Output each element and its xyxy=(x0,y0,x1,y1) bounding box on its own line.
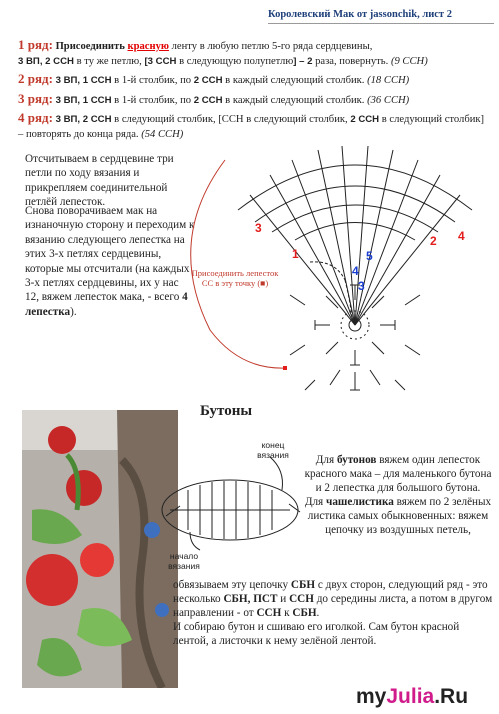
stitch: ] – 2 xyxy=(293,55,313,67)
stitch: ССН xyxy=(256,607,282,619)
stitch: 2 ССН xyxy=(193,75,223,86)
total: (9 ССН) xyxy=(390,55,428,67)
stitch: [3 ССН xyxy=(144,55,177,67)
total: (18 ССН) xyxy=(367,75,410,86)
term: бутонов xyxy=(336,454,377,466)
total: (36 ССН) xyxy=(367,94,410,106)
join-label: Присоединить лепесток СС в эту точку (■) xyxy=(191,268,279,288)
row-number: 3 ряд: xyxy=(18,90,53,106)
stitch: 2 ССН xyxy=(350,114,380,125)
text: и xyxy=(277,593,290,605)
text: ). xyxy=(70,305,77,318)
row-number: 2 ряд: xyxy=(18,71,53,86)
number-4: 4 xyxy=(458,229,465,243)
text: до середины листа, а потом в другом направлении - от xyxy=(173,593,493,619)
site-logo[interactable] xyxy=(356,685,468,709)
number-3-blue: 3 xyxy=(358,279,365,293)
petal-count: 4 лепестка xyxy=(25,291,188,318)
number-5-blue: 5 xyxy=(366,249,373,263)
text: вяжем по 2 зелёных листика самых обыкновенных: вяжем цепочку из воздушных петель, xyxy=(307,496,492,536)
text: в 1-й столбик, по xyxy=(111,75,194,86)
logo-part: Julia xyxy=(386,685,435,708)
text: в следующий столбик] – повторять до конца ряда. xyxy=(18,114,485,140)
text: вяжем один лепесток красного мака – для маленького бутона и 2 лепестка для большого бутона. xyxy=(304,454,492,494)
stitch: 3 ВП, 1 ССН xyxy=(52,75,112,86)
stitch: СБН, ПСТ xyxy=(223,593,278,605)
start-label: начало вязания xyxy=(168,551,200,571)
stitch: СБН xyxy=(292,607,317,619)
text: Для xyxy=(304,496,327,508)
end-arrow xyxy=(270,457,283,490)
text: Присоединить xyxy=(52,41,128,52)
text: в следующий столбик, [ССН в следующий столбик, xyxy=(111,114,351,125)
buds-text-right xyxy=(303,453,493,537)
page-header: Королевский Мак от jassonchik, лист 2 xyxy=(268,9,452,20)
text: в ту же петлю, xyxy=(73,55,145,67)
row-number: 1 ряд: xyxy=(18,37,53,52)
text: . xyxy=(316,607,320,619)
text: обвязываем эту цепочку xyxy=(173,579,291,591)
number-3: 3 xyxy=(255,221,262,235)
row-number: 4 ряд: xyxy=(18,110,53,125)
text: в каждый следующий столбик. xyxy=(222,94,368,106)
text: к xyxy=(281,607,293,619)
text: раза, повернуть. xyxy=(312,55,391,67)
end-label: конец вязания xyxy=(257,440,289,460)
text: ленту в любую петлю 5-го ряда сердцевины, xyxy=(169,41,373,52)
red-word: красную xyxy=(127,41,169,52)
number-2: 2 xyxy=(430,234,437,248)
text: Снова поворачиваем мак на изнаночную сторону и переходим к вязанию следующего лепестка на этих 3-х петлях сердцевины, которые мы отсчитали (на каждых 3-х петлях сердцевины, их у нас 12, вяжем лепесток мака, - всего xyxy=(25,205,195,304)
logo-part: .Ru xyxy=(434,685,469,708)
stitch: 3 ВП, 2 ССН xyxy=(52,114,112,125)
text: Для xyxy=(315,454,337,466)
section-title: Бутоны xyxy=(200,403,253,419)
text: в каждый следующий столбик. xyxy=(222,75,368,86)
stitch: 3 ВП, 2 ССН xyxy=(18,55,74,67)
total: (54 ССН) xyxy=(141,128,184,140)
stitch: 3 ВП, 1 ССН xyxy=(52,94,112,106)
buds-text-bottom xyxy=(173,578,493,648)
text: в следующую полупетлю xyxy=(176,55,294,67)
logo-part: my xyxy=(356,685,387,708)
text: с двух сторон, следующий ряд - это несколько xyxy=(173,579,488,605)
number-1: 1 xyxy=(292,247,299,261)
stitch: 2 ССН xyxy=(193,94,223,106)
stitch: ССН xyxy=(289,593,314,605)
left-paragraph-1: Отсчитываем в сердцевине три петли по ходу вязания и прикрепляем соединительной петлёй лепесток. xyxy=(25,153,174,209)
text: И собираю бутон и сшиваю его иголкой. Сам бутон красной лентой, а листочки к нему зелёной лентой. xyxy=(173,621,460,647)
stitch: СБН xyxy=(290,579,316,591)
term: чашелистика xyxy=(326,496,394,508)
text: в 1-й столбик, по xyxy=(111,94,194,106)
number-4-blue: 4 xyxy=(352,264,359,278)
